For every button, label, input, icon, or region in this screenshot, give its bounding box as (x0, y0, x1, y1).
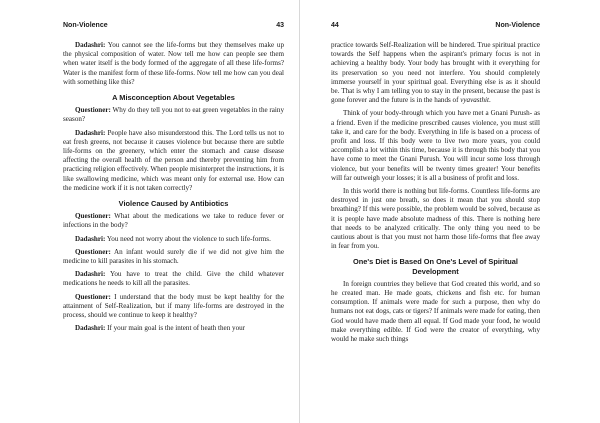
right-page (300, 0, 600, 423)
speaker-label: Dadashri: (75, 234, 106, 243)
section-heading-diet: One's Diet is Based On One's Level of Spiritual Development (353, 257, 518, 276)
paragraph-tail: . (489, 96, 491, 105)
right-running-header (331, 22, 540, 29)
paragraph-text: I understand that the body must be kept healthy for the attainment of Self-Realization, but if many life-forms are destroyed in the process, should we continue to keep it healthy? (63, 292, 284, 320)
paragraph-text: In this world there is nothing but life-forms. Countless life-forms are destroyed in just one breath, so does it mean that you should stop breathing? If this were possible, the problem would be solved, because as it is people have made absolute madness of this. There is nothing here that needs to be analyzed critically. The only thing you need to be cautious about is that you must not harm those life-forms that flee away in fear from you. (331, 187, 540, 251)
paragraph-text: In foreign countries they believe that God created this world, and so he created man. He made goats, chickens and fish etc. for human consumption. If animals were made for such a purpose, then why do humans not eat dogs, cats or tigers? If animals were made for eating, then God would have made them all equal. If God made your food, he would make everything edible. If God were the creator of everything, why would he make such things (331, 279, 540, 344)
paragraph (63, 129, 284, 193)
paragraph (63, 324, 284, 333)
italic-term: vyavasthit (460, 96, 489, 105)
section-heading-antibiotics: Violence Caused by Antibiotics (118, 199, 229, 209)
paragraph-text: Why do they tell you not to eat green vegetables in the rainy season? (63, 106, 284, 124)
left-header-title: Non-Violence (63, 22, 108, 29)
paragraph (331, 280, 540, 344)
paragraph (63, 212, 284, 230)
paragraph (63, 270, 284, 288)
paragraph-text: People have also misunderstood this. The Lord tells us not to eat fresh greens, not because it causes violence but because there are subtle life-forms on the greenery, which enter the stomach and cause disease affecting the overall health of the person and thereby preventing him from practicing religion effectively. When people misinterpret the instructions, it is like swallowing medicine, which was meant only for external use. How can the medicine work if it is not taken correctly? (63, 128, 284, 192)
paragraph-text: You cannot see the life-forms but they themselves make up the physical composition of water. Now tell me how can people see them when water itself is the body formed of the aggregate of all these life-forms? Water is the manifest form of these life-forms. Now tell me how can you deal with something like this? (63, 41, 284, 86)
paragraph-text: You need not worry about the violence to such life-forms. (105, 234, 271, 243)
left-running-header (63, 22, 284, 29)
left-page-number: 43 (276, 22, 284, 29)
speaker-label: Dadashri: (75, 270, 106, 279)
speaker-label: Dadashri: (75, 128, 106, 137)
paragraph-text: An infant would surely die if we did not give him the medicine to kill parasites in his stomach. (63, 247, 284, 266)
paragraph-text: If your main goal is the intent of heath then your (105, 324, 246, 333)
paragraph (63, 106, 284, 124)
paragraph-text: What about the medications we take to reduce fever or infections in the body? (63, 212, 284, 230)
section-heading-vegetables: A Misconception About Vegetables (112, 93, 235, 103)
paragraph (331, 109, 540, 183)
right-header-title: Non-Violence (495, 22, 540, 29)
speaker-label: Questioner: (75, 212, 111, 221)
paragraph-text: practice towards Self-Realization will be hindered. True spiritual practice towards the Self happens when the aspirant's primary focus is not in achieving a healthy body. Your body has brought with it everything for its preservation so you need not interfere. You should completely immerse yourself in your spiritual goal. Everything else is as it should be. That is why I am telling you to stay in the present, because the past is gone forever and the future is in the hands of (331, 41, 540, 105)
paragraph (331, 187, 540, 251)
speaker-label: Dadashri: (75, 41, 106, 49)
speaker-label: Questioner: (75, 247, 111, 256)
paragraph-text: You have to treat the child. Give the child whatever medications he needs to kill all the parasites. (63, 270, 284, 288)
paragraph (63, 293, 284, 321)
paragraph (63, 235, 284, 244)
speaker-label: Questioner: (75, 106, 111, 115)
right-page-number: 44 (331, 22, 339, 29)
speaker-label: Questioner: (75, 292, 111, 301)
speaker-label: Dadashri: (75, 324, 106, 333)
paragraph-text: Think of your body-through which you have met a Gnani Purush- as a friend. Even if the medicine prescribed causes violence, you must still take it, and care for the body. Everything in life is based on a process of profit and loss. If this body were to live two more years, you could accomplish a lot within this time, because it is through this body that you have come to meet the Gnani Purush. You will incur some loss through violence, but your benefits will be twenty times greater! Your benefits will far outweigh your losses; it is all a business of profit and loss. (331, 109, 540, 182)
paragraph (331, 41, 540, 105)
paragraph (63, 248, 284, 266)
paragraph (63, 41, 284, 87)
